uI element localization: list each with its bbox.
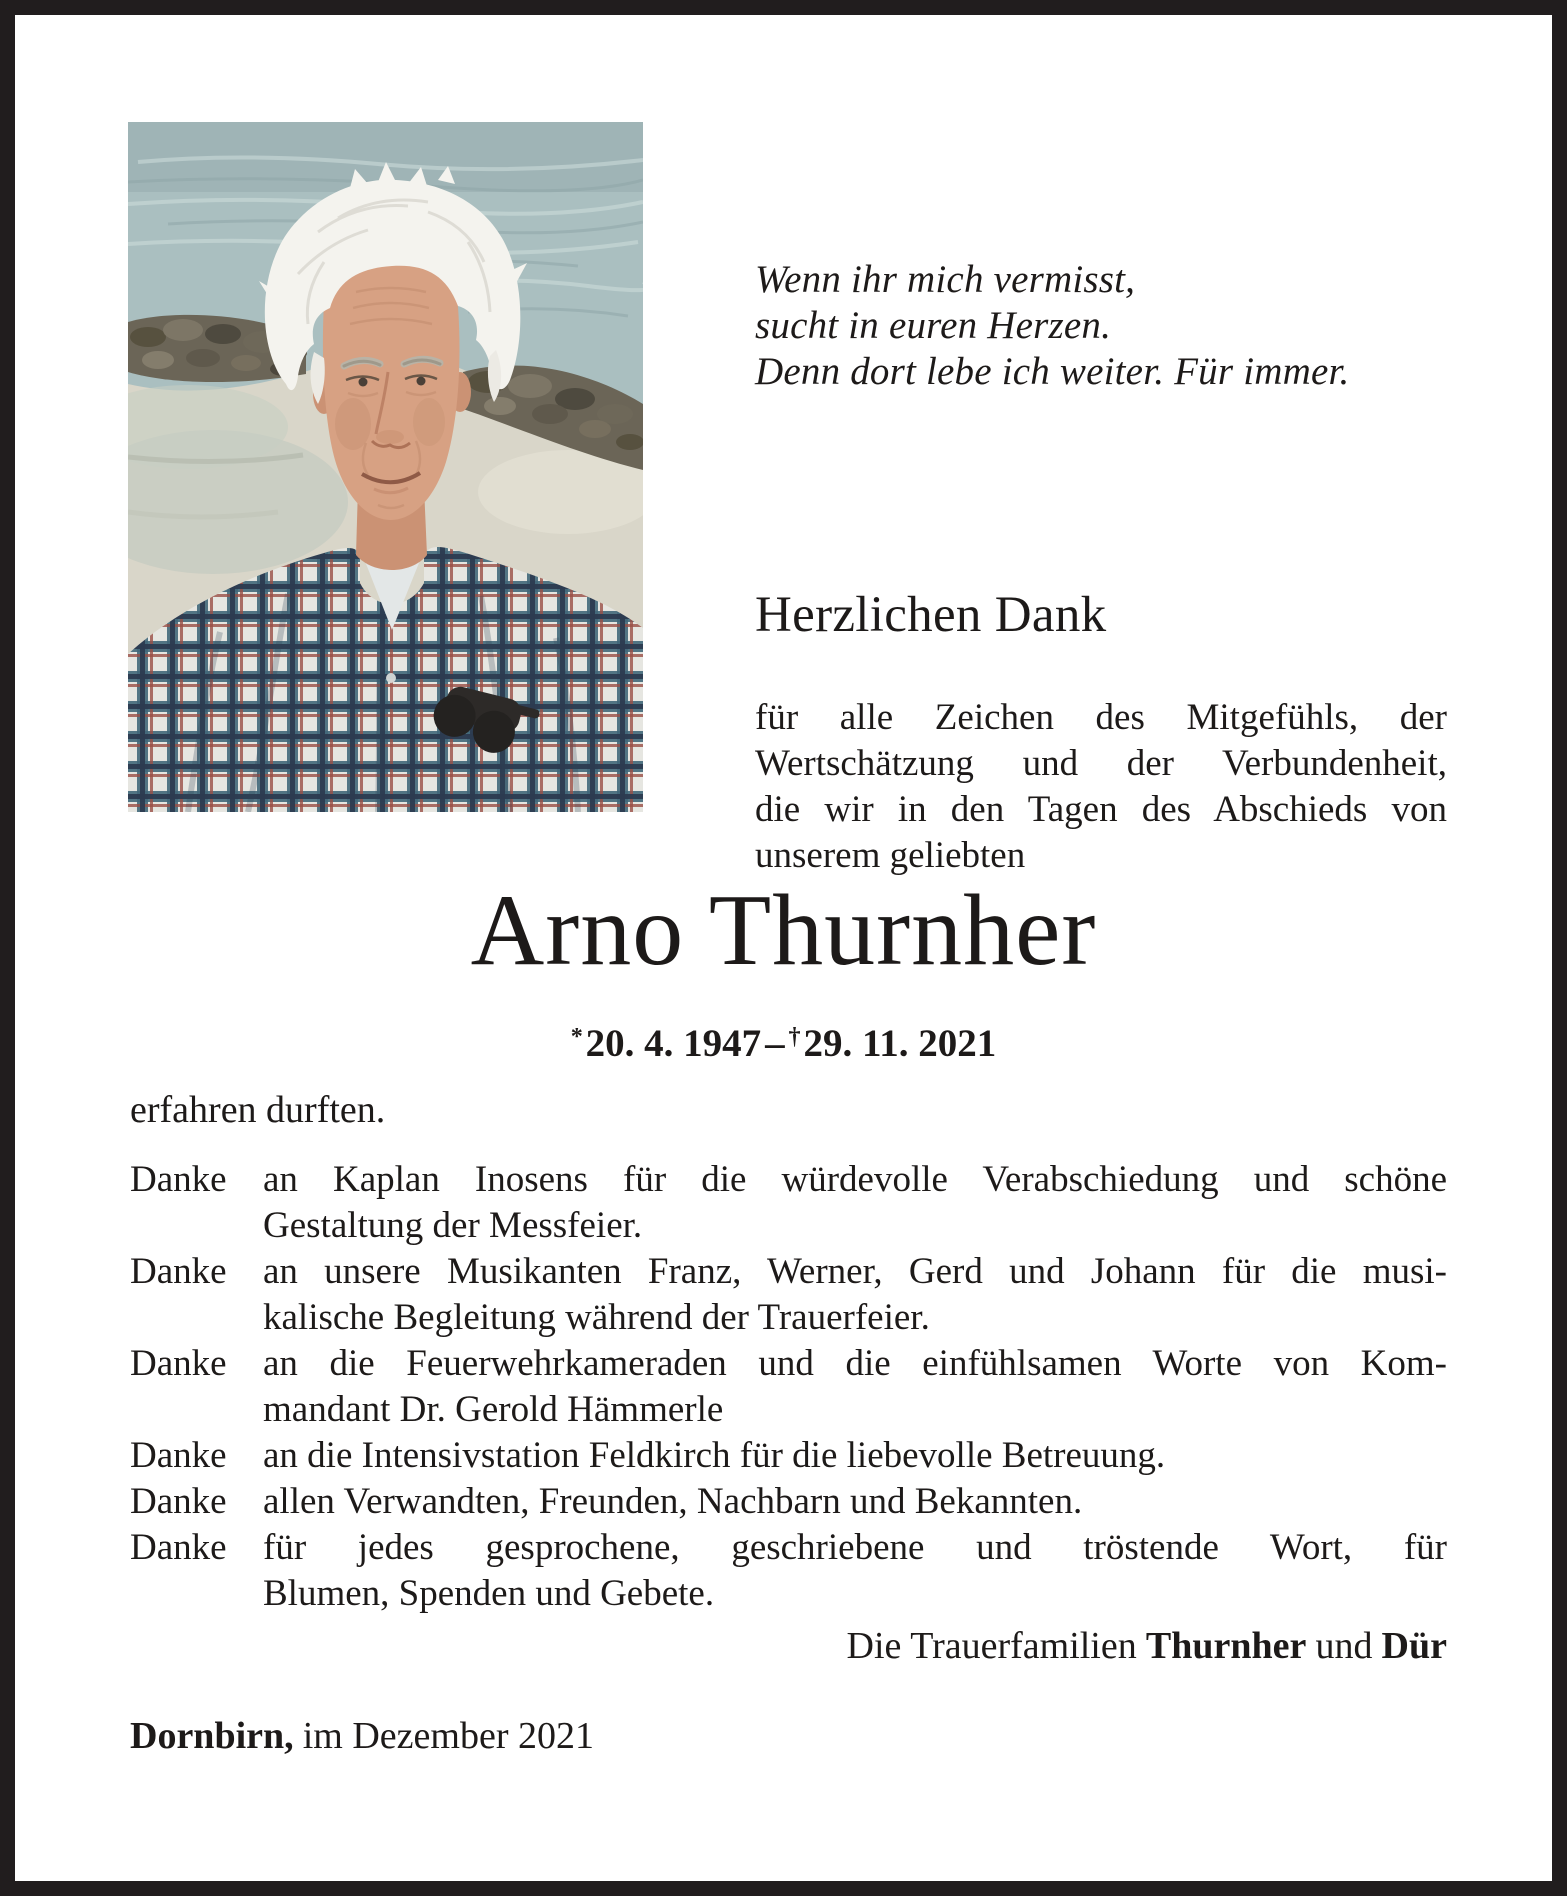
birth-date: 20. 4. 1947: [585, 1022, 762, 1066]
intro-paragraph: [755, 695, 1447, 879]
portrait-photo: [128, 122, 643, 812]
thanks-entry: [130, 1479, 1447, 1525]
family-signature: [847, 1623, 1447, 1669]
thanks-line: an die Intensivstation Feldkirch für die liebevolle Betreuung.: [263, 1435, 1166, 1476]
thanks-label: Danke: [130, 1481, 227, 1522]
portrait-photo-graphic: [128, 122, 643, 812]
thanks-line: an die Feuerwehrkameraden und die einfühlsamen Worte von Kom-: [263, 1343, 1447, 1384]
intro-line: für alle Zeichen des Mitgefühls, der: [755, 697, 1447, 738]
thanks-entry: [130, 1157, 1447, 1249]
thanks-label: Danke: [130, 1343, 227, 1384]
life-dates: [15, 1013, 1552, 1068]
thanks-label: Danke: [130, 1527, 227, 1568]
intro-line: Wertschätzung und der Verbundenheit,: [755, 743, 1447, 784]
thanks-line: an Kaplan Inosens für die würdevolle Verabschiedung und schöne: [263, 1159, 1447, 1200]
death-date: 29. 11. 2021: [803, 1022, 997, 1066]
family-name: Dür: [1381, 1625, 1447, 1667]
memorial-quote: [755, 257, 1349, 395]
signature-conjunction: und: [1315, 1625, 1373, 1667]
thanks-line: allen Verwandten, Freunden, Nachbarn und Bekannten.: [263, 1481, 1083, 1522]
quote-line: sucht in euren Herzen.: [755, 304, 1112, 347]
quote-line: Denn dort lebe ich weiter. Für immer.: [755, 350, 1350, 393]
thanks-entry: [130, 1525, 1447, 1617]
intro-line: die wir in den Tagen des Abschieds von: [755, 789, 1447, 830]
dates-separator: –: [765, 1022, 785, 1066]
thanks-heading: Herzlichen Dank: [755, 587, 1107, 643]
death-dagger-symbol: †: [788, 1023, 801, 1050]
thanks-line: Gestaltung der Messfeier.: [263, 1205, 643, 1246]
thanks-label: Danke: [130, 1251, 227, 1292]
date-text: im Dezember 2021: [302, 1715, 594, 1757]
thanks-line: kalische Begleitung während der Trauerfeier.: [263, 1297, 930, 1338]
family-name: Thurnher: [1145, 1625, 1307, 1667]
thanks-entry: [130, 1341, 1447, 1433]
thanks-entry: [130, 1433, 1447, 1479]
city-name: Dornbirn,: [130, 1715, 294, 1757]
thanks-line: an unsere Musikanten Franz, Werner, Gerd und Johann für die musi-: [263, 1251, 1447, 1292]
thanks-list: [130, 1157, 1447, 1617]
thanks-line: mandant Dr. Gerold Hämmerle: [263, 1389, 724, 1430]
thanks-label: Danke: [130, 1435, 227, 1476]
deceased-name: Arno Thurnher: [470, 874, 1097, 987]
after-name-line: erfahren durften.: [130, 1089, 386, 1131]
thanks-entry: [130, 1249, 1447, 1341]
quote-line: Wenn ihr mich vermisst,: [755, 258, 1136, 301]
intro-line: unserem geliebten: [755, 835, 1026, 876]
thanks-line: Blumen, Spenden und Gebete.: [263, 1573, 715, 1614]
signature-prefix: Die Trauerfamilien: [846, 1625, 1137, 1667]
thanks-line: für jedes gesprochene, geschriebene und tröstende Wort, für: [263, 1527, 1447, 1568]
place-date-line: [130, 1713, 594, 1759]
birth-star-symbol: *: [570, 1023, 583, 1050]
thanks-label: Danke: [130, 1159, 227, 1200]
